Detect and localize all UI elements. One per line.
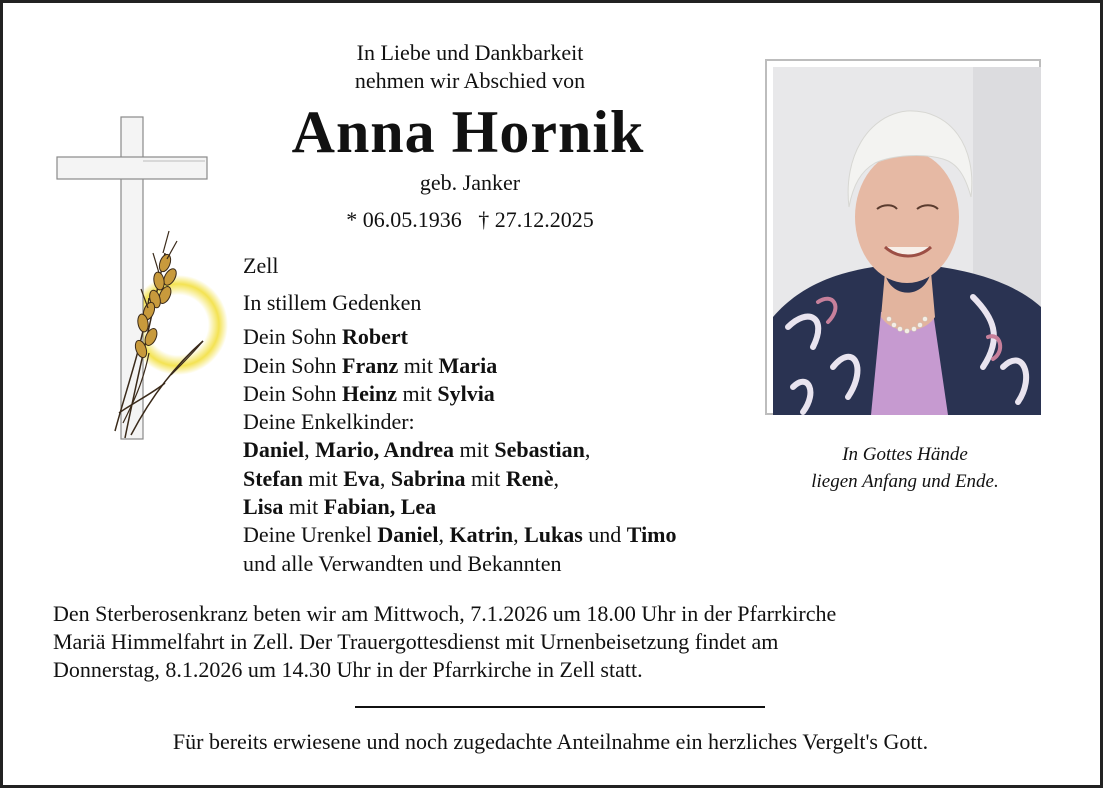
mourner-text: und: [582, 522, 627, 548]
death-date: † 27.12.2025: [478, 207, 594, 232]
cross-with-wheat-icon: [53, 113, 233, 443]
mourner-text: ,: [553, 465, 560, 491]
quote-line-2: liegen Anfang und Ende.: [811, 471, 999, 492]
mourner-text: Deine Enkelkinder:: [243, 409, 415, 435]
divider-line: [355, 706, 765, 708]
mourner-text: ,: [438, 522, 450, 548]
mourner-text: ,: [304, 437, 316, 463]
mourner-text: Deine Urenkel: [243, 522, 378, 548]
born-name: geb. Janker: [419, 170, 521, 195]
mourner-text: mit: [302, 465, 344, 491]
life-dates: [245, 206, 695, 234]
mourner-line: [243, 352, 677, 380]
mourner-name: Renè: [505, 465, 554, 491]
mourner-line: [243, 550, 677, 578]
quote: [755, 441, 1055, 495]
service-line-1: Den Sterberosenkranz beten wir am Mittwoch, 7.1.2026 um 18.00 Uhr in der Pfarrkirche: [53, 601, 837, 626]
mourner-text: mit: [397, 380, 438, 406]
mourner-name: Sebastian: [494, 437, 585, 463]
mourner-text: Dein Sohn: [243, 352, 342, 378]
place-name: Zell: [243, 253, 279, 278]
portrait-image: [773, 67, 1041, 415]
thanks-text: Für bereits erwiesene und noch zugedachte Anteilnahme ein herzliches Vergelt's Gott.: [172, 729, 929, 754]
mourner-text: mit: [283, 494, 324, 520]
mourner-name: Heinz: [342, 380, 397, 406]
mourner-text: mit: [465, 465, 506, 491]
portrait-photo: [765, 59, 1041, 415]
mourner-name: Franz: [342, 352, 399, 378]
intro-line-2: nehmen wir Abschied von: [354, 68, 586, 93]
quote-line-1: In Gottes Hände: [842, 444, 968, 465]
mourner-name: Daniel: [243, 437, 305, 463]
mourner-name: Daniel: [377, 522, 439, 548]
mourner-name: Eva: [343, 465, 380, 491]
mourners-intro: In stillem Gedenken: [243, 290, 422, 315]
mourner-lines: [243, 323, 677, 578]
mourner-text: und alle Verwandten und Bekannten: [243, 550, 562, 576]
mourner-name: Maria: [438, 352, 498, 378]
mourner-line: [243, 380, 677, 408]
mourner-line: [243, 521, 677, 549]
mourner-line: [243, 493, 677, 521]
mourner-text: Dein Sohn: [243, 324, 342, 350]
mourner-name: Fabian, Lea: [323, 494, 437, 520]
mourner-text: ,: [513, 522, 525, 548]
mourner-name: Mario, Andrea: [315, 437, 455, 463]
mourners-list: [243, 289, 677, 578]
intro-line-1: In Liebe und Dankbarkeit: [356, 40, 584, 65]
service-line-3: Donnerstag, 8.1.2026 um 14.30 Uhr in der Pfarrkirche in Zell statt.: [53, 657, 643, 682]
mourner-name: Lukas: [524, 522, 583, 548]
mourner-text: ,: [584, 437, 591, 463]
mourner-line: [243, 408, 677, 436]
deceased-name: Anna Hornik: [291, 99, 645, 165]
mourner-name: Stefan: [243, 465, 303, 491]
mourner-name: Sylvia: [437, 380, 495, 406]
mourner-line: [243, 465, 677, 493]
mourner-name: Katrin: [449, 522, 514, 548]
mourner-name: Lisa: [243, 494, 284, 520]
mourner-name: Robert: [342, 324, 408, 350]
mourner-text: ,: [379, 465, 391, 491]
service-info: [53, 600, 1043, 684]
intro-text: [245, 39, 695, 95]
mourner-text: Dein Sohn: [243, 380, 342, 406]
mourner-name: Sabrina: [390, 465, 466, 491]
mourner-name: Timo: [626, 522, 677, 548]
service-line-2: Mariä Himmelfahrt in Zell. Der Trauergottesdienst mit Urnenbeisetzung findet am: [53, 629, 779, 654]
birth-date: * 06.05.1936: [346, 207, 462, 232]
mourner-line: [243, 323, 677, 351]
mourner-text: mit: [398, 352, 439, 378]
mourner-line: [243, 436, 677, 464]
mourner-text: mit: [454, 437, 495, 463]
